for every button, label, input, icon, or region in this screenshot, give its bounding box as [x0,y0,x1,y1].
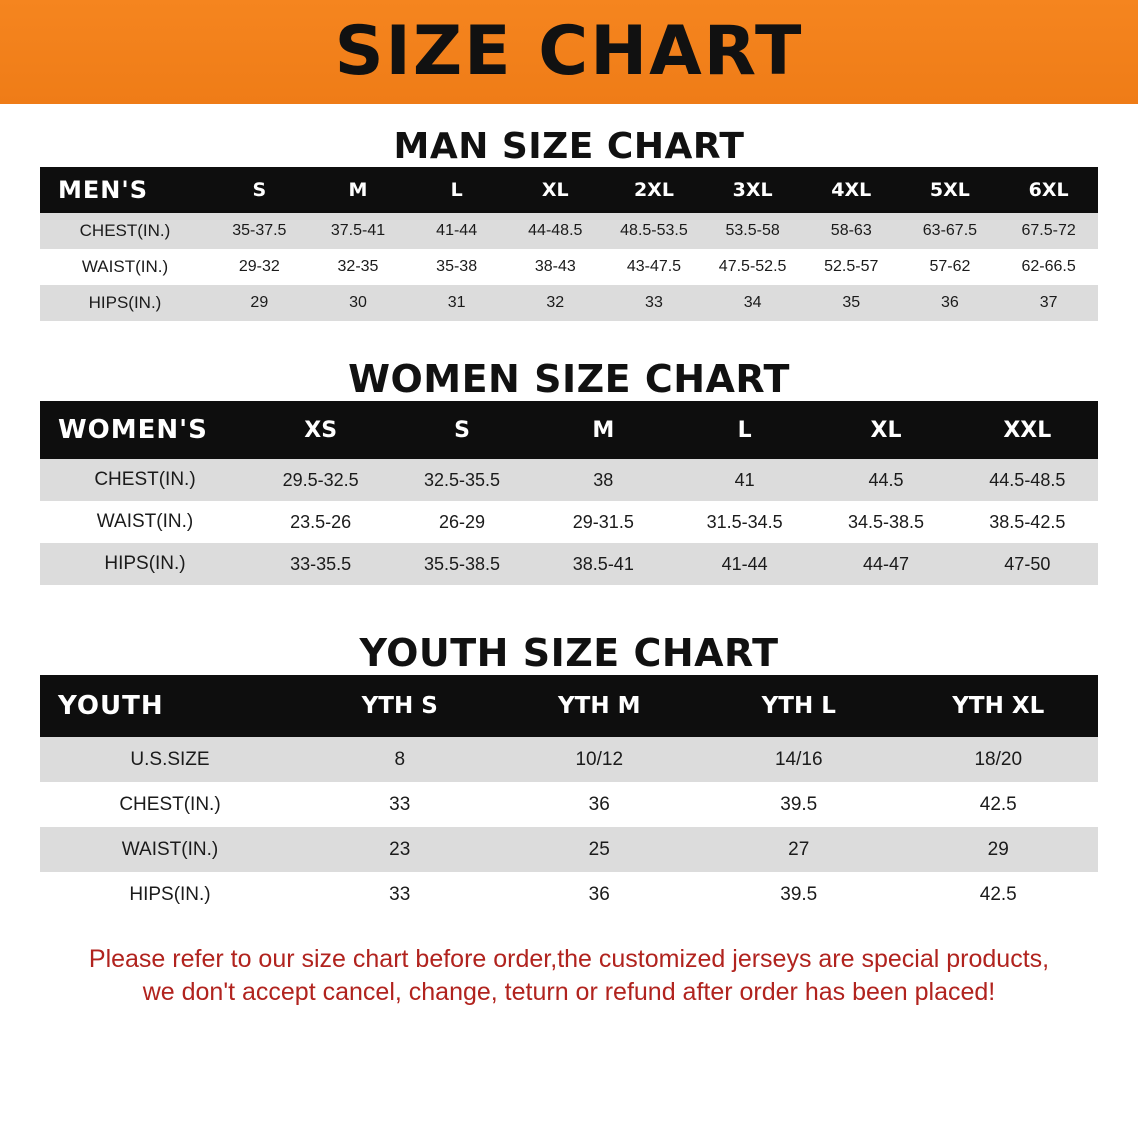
table-cell: 41 [674,459,815,501]
table-cell: 44.5 [815,459,956,501]
table-cell: 23.5-26 [250,501,391,543]
women-size-table [40,401,1098,585]
table-cell: 31.5-34.5 [674,501,815,543]
column-header: 3XL [703,167,802,213]
table-cell: 37 [999,285,1098,321]
table-cell: 42.5 [899,872,1099,917]
table-row [40,872,1098,917]
table-cell: 34 [703,285,802,321]
table-header-row [40,675,1098,737]
table-cell: 38.5-42.5 [957,501,1098,543]
table-cell: 29 [899,827,1099,872]
table-cell: 26-29 [391,501,532,543]
table-cell: 14/16 [699,737,899,782]
row-label: HIPS(IN.) [40,543,250,585]
table-cell: 53.5-58 [703,213,802,249]
table-cell: 42.5 [899,782,1099,827]
table-row [40,827,1098,872]
table-cell: 52.5-57 [802,249,901,285]
table-header-row [40,401,1098,459]
table-cell: 32-35 [309,249,408,285]
column-header: S [391,401,532,459]
women-table-wrap [40,401,1098,585]
column-header: YOUTH [40,675,300,737]
table-cell: 10/12 [500,737,700,782]
table-cell: 63-67.5 [901,213,1000,249]
table-cell: 25 [500,827,700,872]
man-size-table [40,167,1098,321]
table-cell: 29-31.5 [533,501,674,543]
table-cell: 8 [300,737,500,782]
column-header: 6XL [999,167,1098,213]
column-header: S [210,167,309,213]
table-cell: 44-47 [815,543,956,585]
table-cell: 23 [300,827,500,872]
table-cell: 44.5-48.5 [957,459,1098,501]
column-header: 5XL [901,167,1000,213]
column-header: XL [815,401,956,459]
disclaimer-note [39,943,1099,1010]
row-label: CHEST(IN.) [40,459,250,501]
column-header: YTH S [300,675,500,737]
table-cell: 41-44 [674,543,815,585]
row-label: HIPS(IN.) [40,872,300,917]
column-header: 2XL [605,167,704,213]
column-header: L [674,401,815,459]
table-row [40,501,1098,543]
page-title: SIZE CHART [334,12,804,91]
table-cell: 36 [500,872,700,917]
table-cell: 30 [309,285,408,321]
disclaimer-line-2: we don't accept cancel, change, teturn or refund after order has been placed! [142,978,996,1007]
disclaimer-line-1: Please refer to our size chart before order,the customized jerseys are special products, [88,945,1050,973]
table-cell: 47.5-52.5 [703,249,802,285]
table-row [40,213,1098,249]
table-cell: 47-50 [957,543,1098,585]
table-row [40,737,1098,782]
table-cell: 35-38 [407,249,506,285]
table-cell: 35.5-38.5 [391,543,532,585]
table-row [40,285,1098,321]
row-label: WAIST(IN.) [40,501,250,543]
row-label: CHEST(IN.) [40,213,210,249]
table-cell: 48.5-53.5 [605,213,704,249]
table-cell: 57-62 [901,249,1000,285]
row-label: U.S.SIZE [40,737,300,782]
table-cell: 38.5-41 [533,543,674,585]
table-cell: 58-63 [802,213,901,249]
table-cell: 32 [506,285,605,321]
column-header: XXL [957,401,1098,459]
column-header: 4XL [802,167,901,213]
youth-size-table [40,675,1098,917]
column-header: L [407,167,506,213]
table-cell: 67.5-72 [999,213,1098,249]
table-row [40,459,1098,501]
table-cell: 62-66.5 [999,249,1098,285]
table-cell: 31 [407,285,506,321]
table-cell: 37.5-41 [309,213,408,249]
table-cell: 32.5-35.5 [391,459,532,501]
table-cell: 33 [605,285,704,321]
table-cell: 36 [901,285,1000,321]
table-cell: 36 [500,782,700,827]
table-cell: 38-43 [506,249,605,285]
column-header: YTH XL [899,675,1099,737]
column-header: M [309,167,408,213]
column-header: YTH L [699,675,899,737]
row-label: WAIST(IN.) [40,249,210,285]
column-header: MEN'S [40,167,210,213]
column-header: M [533,401,674,459]
banner [0,0,1138,104]
table-row [40,782,1098,827]
column-header: XS [250,401,391,459]
table-row [40,249,1098,285]
row-label: WAIST(IN.) [40,827,300,872]
table-cell: 33 [300,782,500,827]
women-section-title: WOMEN SIZE CHART [348,357,790,401]
table-cell: 44-48.5 [506,213,605,249]
youth-table-wrap [40,675,1098,917]
table-cell: 35-37.5 [210,213,309,249]
table-cell: 43-47.5 [605,249,704,285]
table-row [40,543,1098,585]
table-cell: 33-35.5 [250,543,391,585]
table-cell: 18/20 [899,737,1099,782]
man-table-wrap [40,167,1098,321]
table-cell: 35 [802,285,901,321]
column-header: YTH M [500,675,700,737]
man-section-title: MAN SIZE CHART [393,126,745,167]
column-header: XL [506,167,605,213]
table-cell: 39.5 [699,872,899,917]
table-cell: 27 [699,827,899,872]
table-cell: 41-44 [407,213,506,249]
column-header: WOMEN'S [40,401,250,459]
row-label: HIPS(IN.) [40,285,210,321]
table-cell: 34.5-38.5 [815,501,956,543]
row-label: CHEST(IN.) [40,782,300,827]
table-cell: 33 [300,872,500,917]
table-cell: 29.5-32.5 [250,459,391,501]
table-cell: 38 [533,459,674,501]
table-cell: 29-32 [210,249,309,285]
table-cell: 29 [210,285,309,321]
table-header-row [40,167,1098,213]
youth-section-title: YOUTH SIZE CHART [359,631,779,675]
table-cell: 39.5 [699,782,899,827]
